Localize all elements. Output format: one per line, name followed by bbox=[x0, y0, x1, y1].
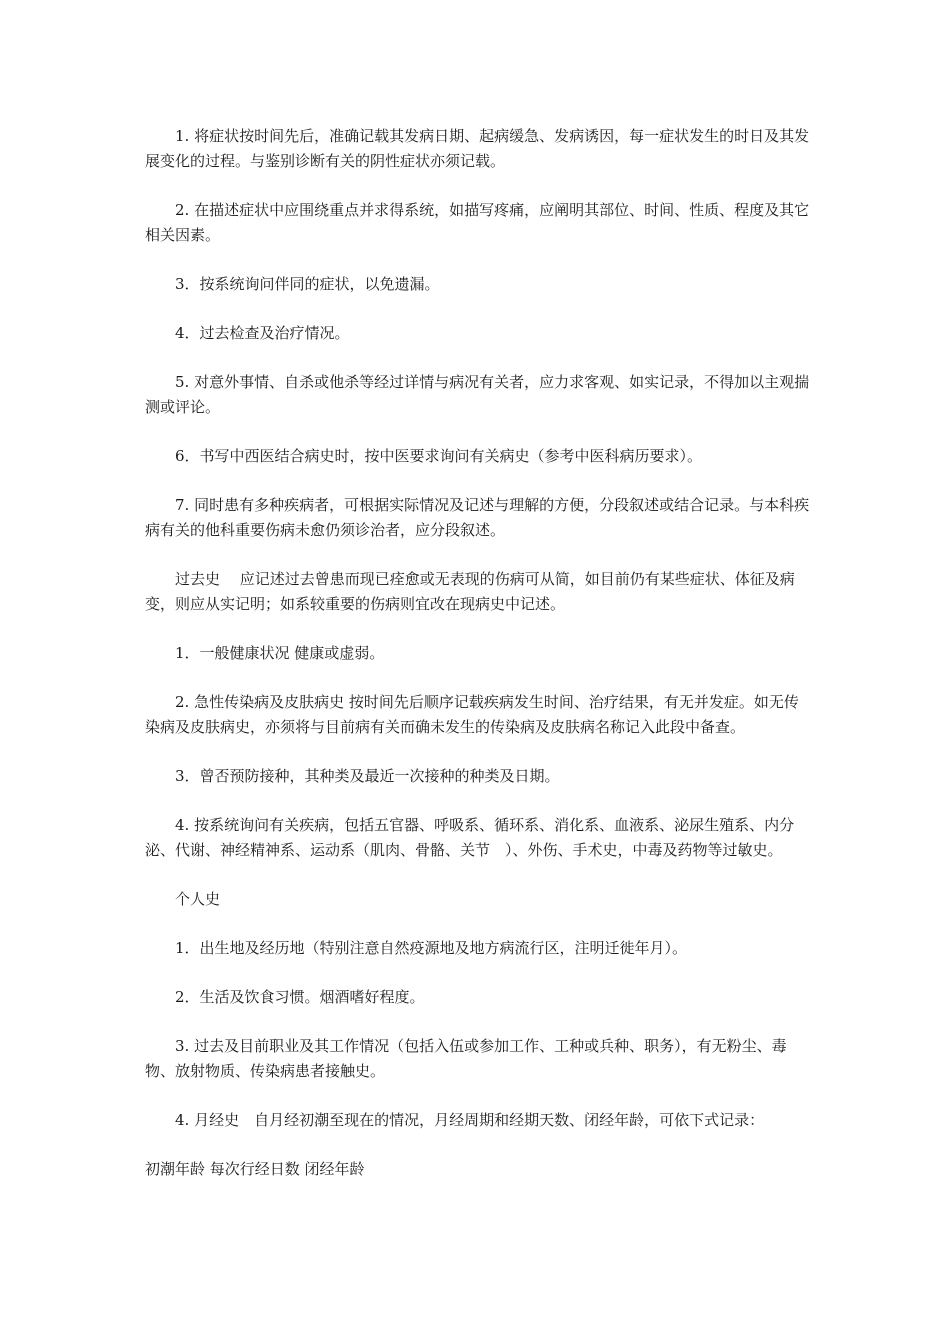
section-heading-personal-history: 个人史 bbox=[175, 890, 221, 908]
paragraph: 1. 将症状按时间先后，准确记载其发病日期、起病缓急、发病诱因，每一症状发生的时日及其发展变化的过程。与鉴别诊断有关的阴性症状亦须记载。 bbox=[145, 127, 810, 170]
paragraph: 2．生活及饮食习惯。烟酒嗜好程度。 bbox=[175, 988, 425, 1006]
paragraph: 2. 急性传染病及皮肤病史 按时间先后顺序记载疾病发生时间、治疗结果，有无并发症。如无传染病及皮肤病史，亦须将与目前病有关而确未发生的传染病及皮肤病名称记入此段中备查。 bbox=[145, 693, 799, 736]
paragraph: 3．按系统询问伴同的症状，以免遗漏。 bbox=[175, 275, 440, 293]
paragraph: 5. 对意外事情、自杀或他杀等经过详情与病况有关者，应力求客观、如实记录，不得加以主观揣测或评论。 bbox=[145, 373, 810, 416]
paragraph: 3. 过去及目前职业及其工作情况（包括入伍或参加工作、工种或兵种、职务），有无粉尘、毒物、放射物质、传染病患者接触史。 bbox=[145, 1037, 787, 1080]
document-page bbox=[145, 124, 813, 1206]
section-past-history: 过去史 应记述过去曾患而现已痊愈或无表现的伤病可从简，如目前仍有某些症状、体征及病变，则应从实记明；如系较重要的伤病则宜改在现病史中记述。 bbox=[145, 570, 795, 613]
paragraph: 7. 同时患有多种疾病者，可根据实际情况及记述与理解的方便，分段叙述或结合记录。与本科疾病有关的他科重要伤病未愈仍须诊治者，应分段叙述。 bbox=[145, 496, 810, 539]
paragraph: 3．曾否预防接种，其种类及最近一次接种的种类及日期。 bbox=[175, 767, 560, 785]
menstrual-formula-line: 初潮年龄 每次行经日数 闭经年龄 bbox=[145, 1160, 365, 1178]
paragraph: 4．过去检查及治疗情况。 bbox=[175, 324, 350, 342]
paragraph: 1．一般健康状况 健康或虚弱。 bbox=[175, 644, 385, 662]
paragraph: 1．出生地及经历地（特别注意自然疫源地及地方病流行区，注明迁徙年月）。 bbox=[175, 939, 688, 957]
paragraph: 2. 在描述症状中应围绕重点并求得系统，如描写疼痛，应阐明其部位、时间、性质、程度及其它相关因素。 bbox=[145, 201, 810, 244]
paragraph: 4. 按系统询问有关疾病，包括五官器、呼吸系、循环系、消化系、血液系、泌尿生殖系、内分泌、代谢、神经精神系、运动系（肌肉、骨骼、关节 ）、外伤、手术史，中毒及药物等过敏史。 bbox=[145, 816, 795, 859]
paragraph: 4. 月经史 自月经初潮至现在的情况，月经周期和经期天数、闭经年龄，可依下式记录： bbox=[175, 1111, 765, 1129]
paragraph: 6．书写中西医结合病史时，按中医要求询问有关病史（参考中医科病历要求）。 bbox=[175, 447, 703, 465]
